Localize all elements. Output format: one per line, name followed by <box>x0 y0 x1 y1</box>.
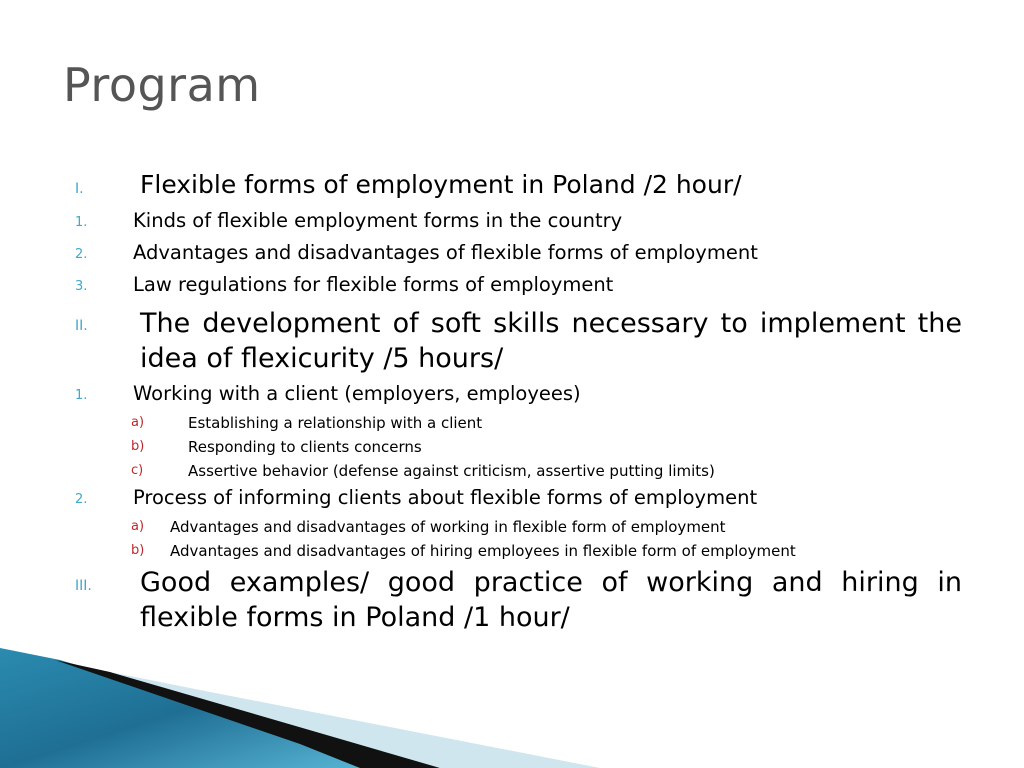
section-1-heading: Flexible forms of employment in Poland /2 hour/ <box>140 170 742 199</box>
list-item-marker: 2. <box>75 492 88 507</box>
list-item: Working with a client (employers, employees) <box>133 382 581 405</box>
list-item: Advantages and disadvantages of flexible forms of employment <box>133 241 758 264</box>
section-2-heading: The development of soft skills necessary to implement the idea of flexicurity /5 hours/ <box>140 308 962 374</box>
pale-stripe <box>110 672 600 768</box>
section-2-marker: II. <box>75 318 88 334</box>
sub-item: Assertive behavior (defense against criticism, assertive putting limits) <box>188 462 715 480</box>
list-item-marker: 1. <box>75 388 88 403</box>
slide-title: Program <box>63 58 261 112</box>
sub-item-marker: b) <box>131 543 145 558</box>
section-3-heading: Good examples/ good practice of working and hiring in flexible forms in Poland /1 hour/ <box>140 567 962 633</box>
sub-item: Advantages and disadvantages of hiring employees in flexible form of employment <box>170 542 796 560</box>
list-item-marker: 1. <box>75 215 88 230</box>
sub-item: Establishing a relationship with a client <box>188 414 483 432</box>
black-stripe <box>55 660 440 768</box>
sub-item-marker: a) <box>131 519 145 534</box>
section-3-marker: III. <box>75 578 92 594</box>
light-stripe <box>0 690 380 768</box>
sub-item-marker: a) <box>131 415 145 430</box>
sub-item: Responding to clients concerns <box>188 438 422 456</box>
list-item-marker: 3. <box>75 279 88 294</box>
sub-item-marker: c) <box>131 463 144 478</box>
blue-stripe <box>0 648 380 768</box>
sub-item: Advantages and disadvantages of working in flexible form of employment <box>170 518 726 536</box>
section-1-marker: I. <box>75 181 84 197</box>
list-item-marker: 2. <box>75 247 88 262</box>
list-item: Law regulations for flexible forms of employment <box>133 273 614 296</box>
list-item: Kinds of flexible employment forms in the country <box>133 209 623 232</box>
list-item: Process of informing clients about flexible forms of employment <box>133 486 758 509</box>
sub-item-marker: b) <box>131 439 145 454</box>
